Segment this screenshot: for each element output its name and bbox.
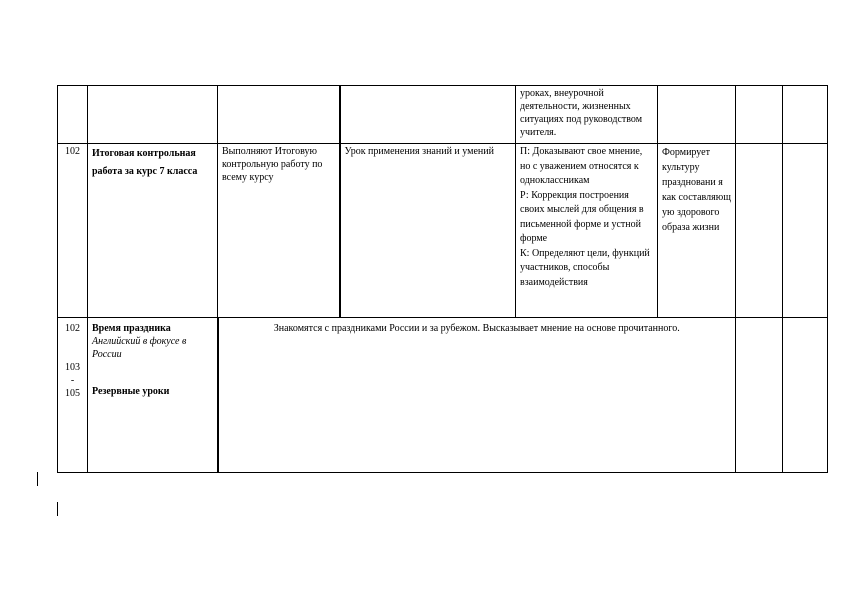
activity-cell: Выполняют Итоговую контрольную работу по всему курсу: [218, 144, 340, 318]
row-number-cell: 102: [58, 144, 88, 318]
text-cursor-mark: [37, 472, 38, 486]
empty-cell: [736, 318, 783, 473]
lesson-plan-table: [57, 85, 828, 473]
row-number-cell: [58, 318, 88, 473]
empty-cell: [736, 144, 783, 318]
uud-cell: уроках, внеурочной деятельности, жизненных ситуациях под руководством учителя.: [516, 86, 658, 144]
topic-cell: [88, 318, 218, 473]
uud-communicative: К: Определяют цели, функций участников, способы взаимодействия: [520, 247, 650, 288]
row-number-dash: -: [70, 375, 75, 386]
table-row: [58, 144, 828, 318]
row-number-b: 103: [65, 362, 80, 373]
row-number-c: 105: [65, 388, 80, 399]
empty-cell: [736, 86, 783, 144]
topic-cell: [88, 86, 218, 144]
activity-cell: [218, 86, 340, 144]
empty-cell: [783, 144, 828, 318]
empty-cell: [783, 318, 828, 473]
text-cursor-mark: [57, 502, 58, 516]
topic-cell: Итоговая контрольная работа за курс 7 класса: [88, 144, 218, 318]
topic-subtitle: Английский в фокусе в России: [92, 336, 187, 360]
uud-regulatory: Р: Коррекция построения своих мыслей для общения в письменной форме и устной форме: [520, 189, 644, 244]
topic-reserve: Резервные уроки: [92, 386, 170, 397]
uud-cognitive: П: Доказывают свое мнение, но с уважением относятся к одноклассникам: [520, 146, 643, 186]
empty-cell: [783, 86, 828, 144]
table-row: [58, 318, 828, 473]
uud-cell: [516, 144, 658, 318]
personal-cell: Формирует культуру праздновани я как составляющ ую здорового образа жизни: [658, 144, 736, 318]
topic-title: Время праздника: [92, 323, 171, 334]
merged-activity-cell: Знакомятся с праздниками России и за рубежом. Высказывает мнение на основе прочитанного.: [218, 318, 736, 473]
lesson-type-cell: [340, 86, 516, 144]
personal-cell: [658, 86, 736, 144]
row-number-cell: [58, 86, 88, 144]
row-number-a: 102: [65, 323, 80, 334]
lesson-type-cell: Урок применения знаний и умений: [340, 144, 516, 318]
table-row: [58, 86, 828, 144]
